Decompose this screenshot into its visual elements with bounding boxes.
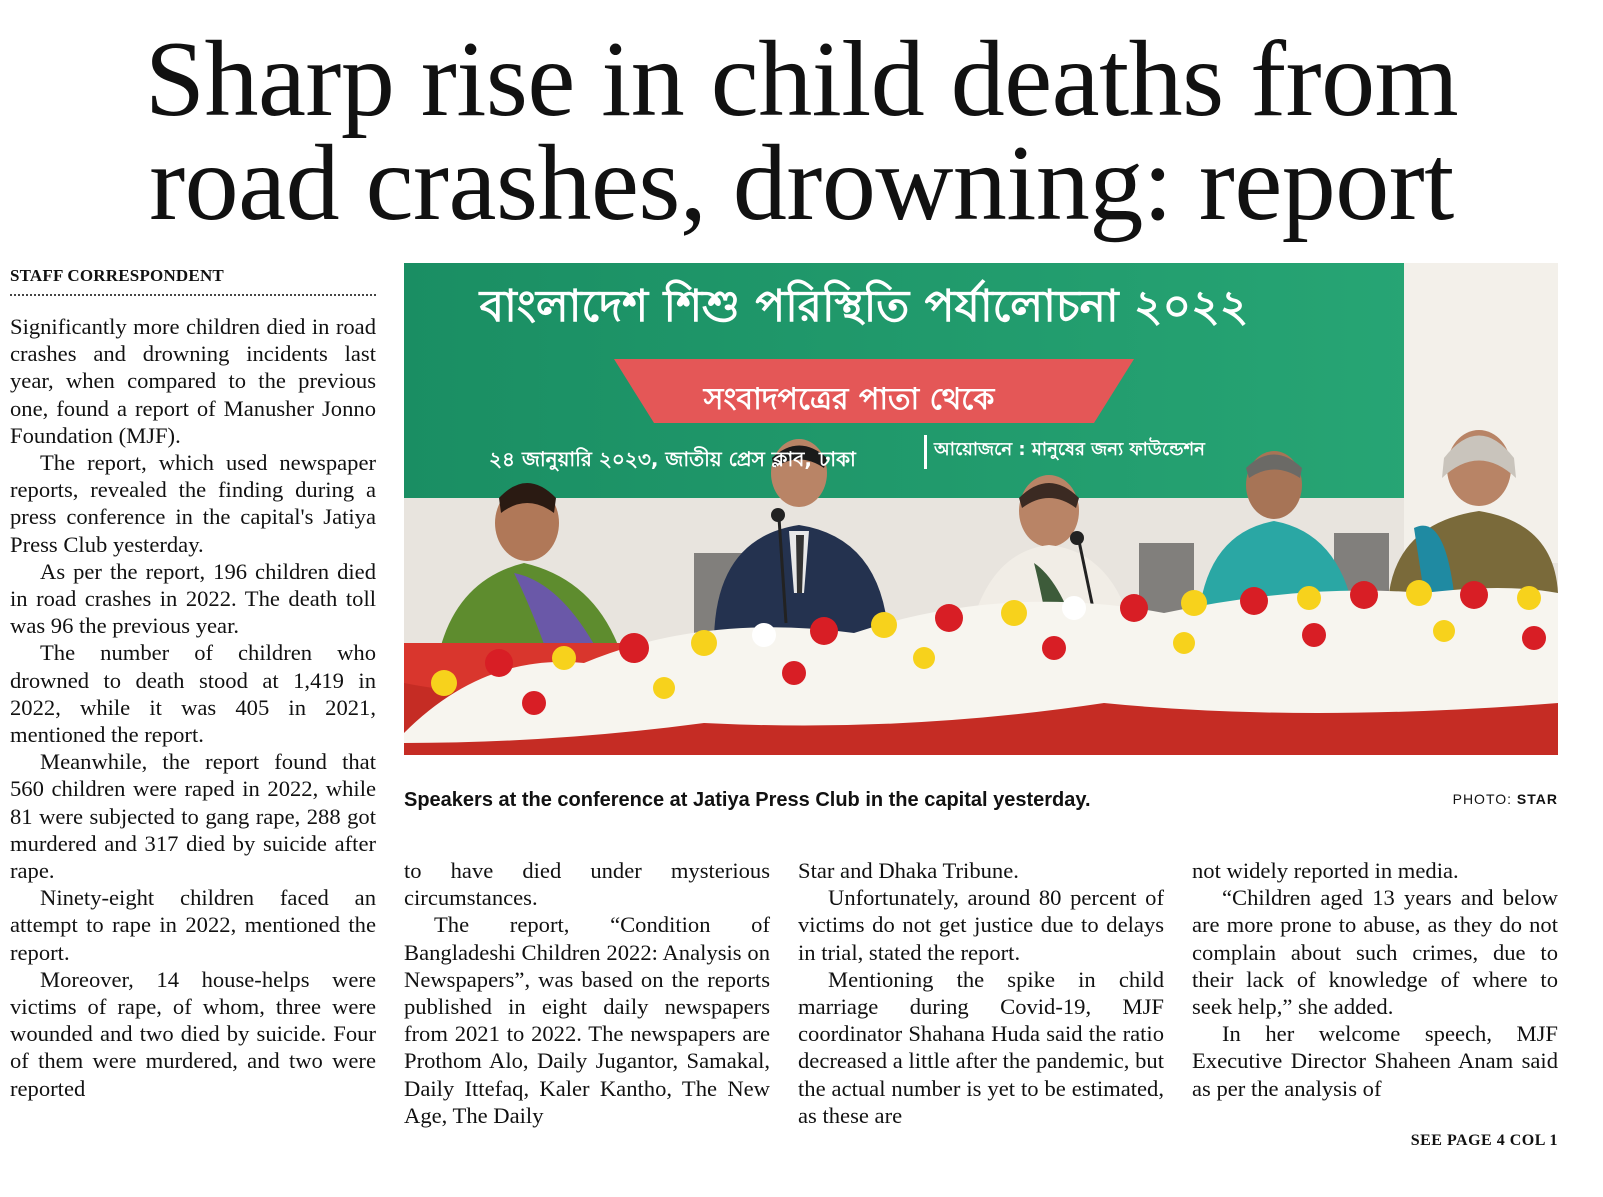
paragraph: The report, which used newspaper reports, revealed the finding during a press conference in the capital's Jatiya Press Club yesterday. [10,450,376,557]
photo-caption: Speakers at the conference at Jatiya Press Club in the capital yesterday. [404,789,1091,811]
conference-photo [404,263,1558,755]
paragraph: The number of children who drowned to death stood at 1,419 in 2022, while it was 405 in 2021, mentioned the report. [10,640,376,748]
paragraph: Moreover, 14 house-helps were victims of rape, of whom, three were wounded and two died by suicide. Four of them were murdered, and two were reported [10,966,376,1101]
article-column-3 [798,857,1164,1129]
headline-line-2: road crashes, drowning: report [149,124,1454,243]
article-column-2 [404,857,770,1129]
paragraph: As per the report, 196 children died in road crashes in 2022. The death toll was 96 the previous year. [10,558,376,639]
photo-credit [1453,791,1558,807]
banner-date: ২৪ জানুয়ারি ২০২৩, জাতীয় প্রেস ক্লাব, ঢাকা [489,447,856,471]
paragraph: Unfortunately, around 80 percent of victims do not get justice due to delays in trial, stated the report. [798,885,1164,965]
jump-line: SEE PAGE 4 COL 1 [1410,1132,1558,1149]
paragraph: The report, “Condition of Bangladeshi Children 2022: Analysis on Newspapers”, was based on the reports published in eight daily newspapers from 2021 to 2022. The newspapers are Prothom Alo, Daily Jugantor, Samakal, Daily Ittefaq, Kaler Kantho, The New Age, The Daily [404,912,770,1128]
paragraph: to have died under mysterious circumstances. [404,858,770,911]
photo-credit-name: STAR [1516,791,1558,807]
paragraph: “Children aged 13 years and below are more prone to abuse, as they do not complain about such crimes, due to their lack of knowledge of where to seek help,” she added. [1192,885,1558,1020]
paragraph: Significantly more children died in road crashes and drowning incidents last year, when compared to the previous one, found a report of Manusher Jonno Foundation (MJF). [10,314,376,448]
paragraph: Meanwhile, the report found that 560 children were raped in 2022, while 81 were subjected to gang rape, 288 got murdered and 317 died by suicide after rape. [10,749,376,884]
paragraph: Star and Dhaka Tribune. [798,858,1019,883]
byline: STAFF CORRESPONDENT [10,266,376,296]
paragraph: In her welcome speech, MJF Executive Director Shaheen Anam said as per the analysis of [1192,1021,1558,1101]
banner-title: বাংলাদেশ শিশু পরিস্থিতি পর্যালোচনা ২০২২ [479,281,1249,332]
banner-organizer: আয়োজনে : মানুষের জন্য ফাউন্ডেশন [934,439,1205,460]
photo-credit-label: PHOTO: [1452,791,1513,807]
article-column-1 [10,313,376,1102]
headline-line-1: Sharp rise in child deaths from [144,20,1459,139]
banner-subtitle: সংবাদপত্রের পাতা থেকে [703,382,995,417]
article-column-4 [1192,857,1558,1102]
paragraph: not widely reported in media. [1192,858,1459,883]
headline [0,20,1603,243]
paragraph: Mentioning the spike in child marriage during Covid-19, MJF coordinator Shahana Huda said the ratio decreased a little after the pandemic, but the actual number is yet to be estimated, as these are [798,966,1164,1128]
paragraph: Ninety-eight children faced an attempt to rape in 2022, mentioned the report. [10,885,376,965]
